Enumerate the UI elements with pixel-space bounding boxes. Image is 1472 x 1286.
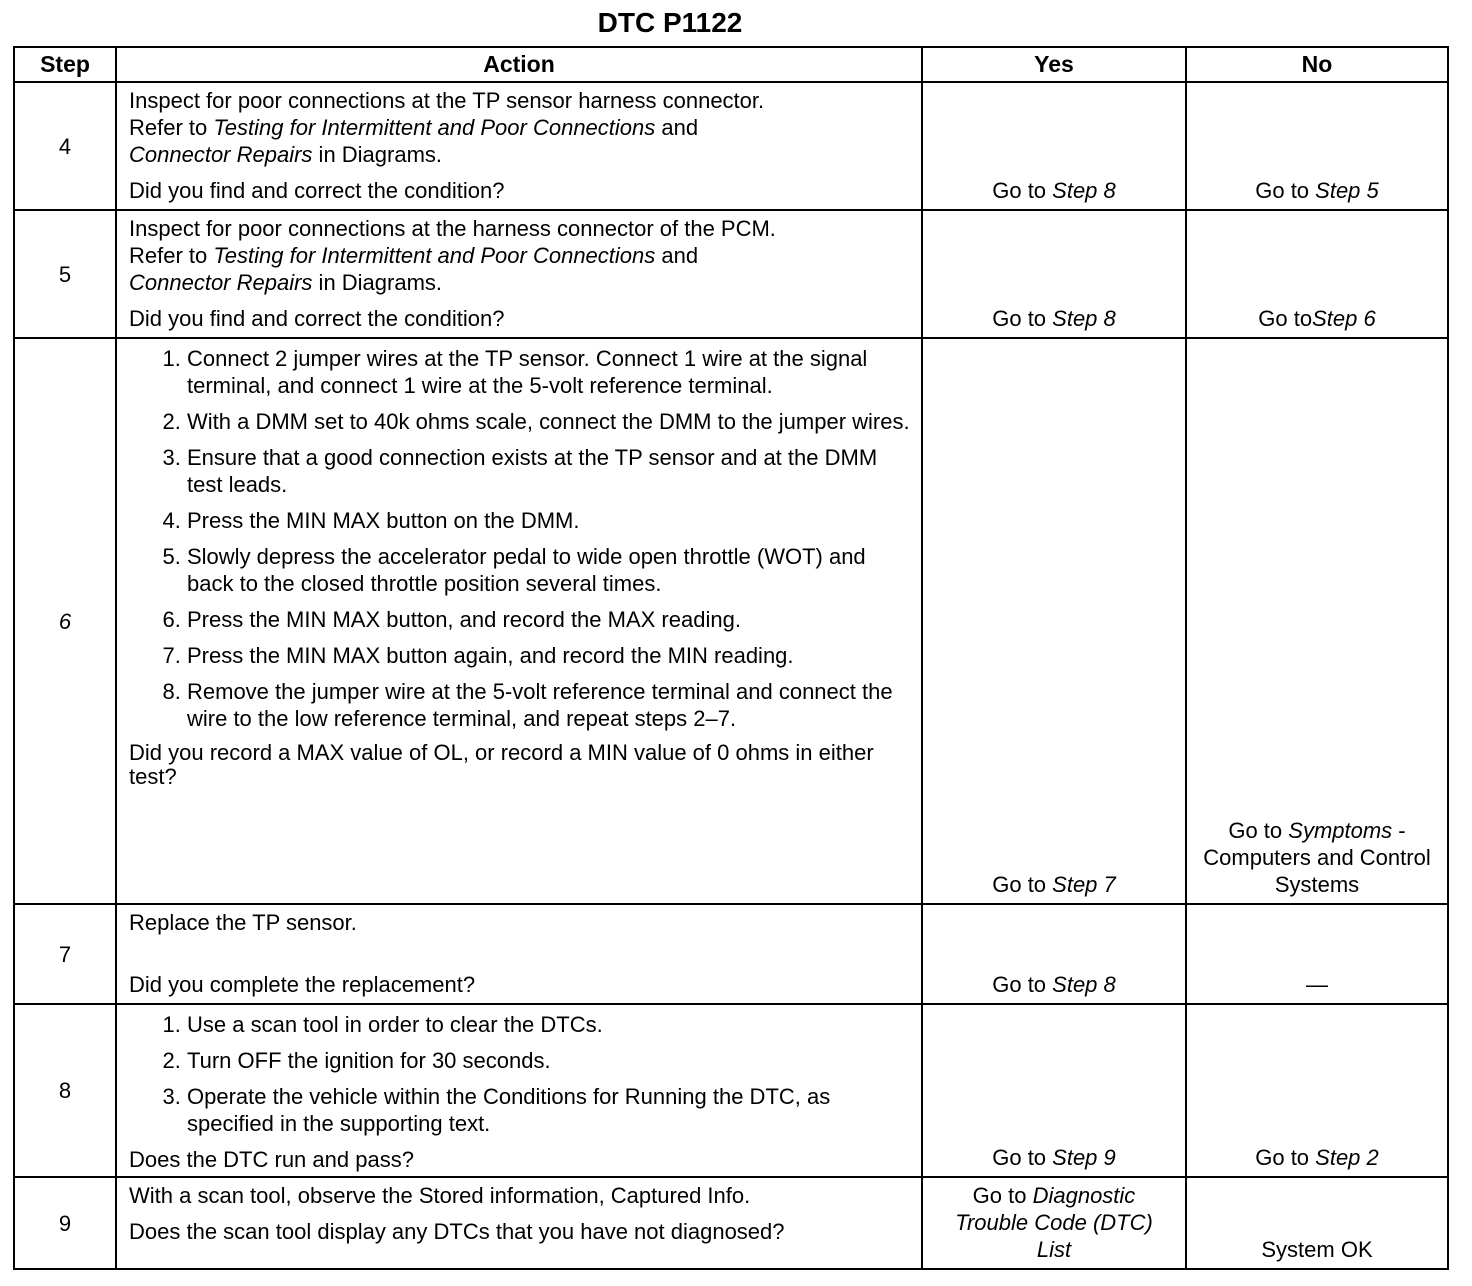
action-cell	[116, 904, 922, 1004]
reference-link: Testing for Intermittent and Poor Connections	[213, 243, 656, 268]
reference-text: Refer to Testing for Intermittent and Poor Connections and	[129, 115, 699, 140]
table-row	[14, 904, 1448, 1004]
action-text: Inspect for poor connections at the harness connector of the PCM.	[129, 216, 776, 241]
reference-link: Connector Repairs	[129, 142, 313, 167]
list-item: 5. Slowly depress the accelerator pedal to wide open throttle (WOT) and back to the closed throttle position several times.	[187, 543, 911, 597]
header-row	[14, 47, 1448, 82]
action-cell	[116, 1177, 922, 1269]
step-number: 9	[14, 1177, 116, 1269]
table-row	[14, 210, 1448, 338]
action-text: With a scan tool, observe the Stored information, Captured Info.	[129, 1183, 751, 1208]
question-text: Did you find and correct the condition?	[129, 306, 505, 331]
list-item: 3. Operate the vehicle within the Conditions for Running the DTC, as specified in the supporting text.	[187, 1083, 911, 1137]
reference-text: Connector Repairs in Diagrams.	[129, 270, 443, 295]
question-text: Does the DTC run and pass?	[129, 1147, 414, 1172]
list-item: 7. Press the MIN MAX button again, and record the MIN reading.	[187, 642, 911, 669]
list-item: 2. Turn OFF the ignition for 30 seconds.	[187, 1047, 911, 1074]
header-action: Action	[116, 47, 922, 82]
list-item: 3. Ensure that a good connection exists at the TP sensor and at the DMM test leads.	[187, 444, 911, 498]
goto-step-link[interactable]: Step 8	[1052, 306, 1116, 331]
list-item: 6. Press the MIN MAX button, and record the MAX reading.	[187, 606, 911, 633]
step-number: 5	[14, 210, 116, 338]
goto-step-link[interactable]: Step 2	[1315, 1145, 1379, 1170]
yes-cell: Go to Step 8	[922, 210, 1186, 338]
action-cell	[116, 210, 922, 338]
reference-text: Refer to Testing for Intermittent and Poor Connections and	[129, 243, 699, 268]
step-number: 6	[14, 338, 116, 904]
list-item: 1. Connect 2 jumper wires at the TP sensor. Connect 1 wire at the signal terminal, and connect 1 wire at the 5-volt reference terminal.	[187, 345, 911, 399]
goto-step-link[interactable]: Step 9	[1052, 1145, 1116, 1170]
diagnostic-table	[13, 46, 1449, 1270]
action-text: Inspect for poor connections at the TP sensor harness connector.	[129, 88, 765, 113]
yes-cell: Go to Step 7	[922, 338, 1186, 904]
reference-link: Testing for Intermittent and Poor Connections	[213, 115, 656, 140]
list-item: 2. With a DMM set to 40k ohms scale, connect the DMM to the jumper wires.	[187, 408, 911, 435]
table-row	[14, 1177, 1448, 1269]
table-row	[14, 1004, 1448, 1177]
question-text: Does the scan tool display any DTCs that you have not diagnosed?	[129, 1219, 785, 1244]
no-cell: Go to Step 5	[1186, 82, 1448, 210]
yes-cell: Go to Step 9	[922, 1004, 1186, 1177]
step-number: 7	[14, 904, 116, 1004]
no-cell: Go to Symptoms - Computers and Control Systems	[1186, 338, 1448, 904]
goto-step-link[interactable]: Step 6	[1312, 306, 1376, 331]
list-item: 1. Use a scan tool in order to clear the DTCs.	[187, 1011, 911, 1038]
reference-link: Connector Repairs	[129, 270, 313, 295]
step-number: 8	[14, 1004, 116, 1177]
no-cell: —	[1186, 904, 1448, 1004]
yes-cell: Go to Step 8	[922, 904, 1186, 1004]
no-cell: Go toStep 6	[1186, 210, 1448, 338]
goto-dtc-list-link[interactable]: Diagnostic Trouble Code (DTC) List	[955, 1183, 1153, 1262]
action-text: Replace the TP sensor.	[129, 910, 357, 935]
header-no: No	[1186, 47, 1448, 82]
no-cell: System OK	[1186, 1177, 1448, 1269]
table-row	[14, 82, 1448, 210]
table-row	[14, 338, 1448, 904]
header-step: Step	[14, 47, 116, 82]
question-text: Did you record a MAX value of OL, or record a MIN value of 0 ohms in either test?	[129, 740, 874, 789]
goto-step-link[interactable]: Step 8	[1052, 972, 1116, 997]
yes-cell: Go to Step 8	[922, 82, 1186, 210]
action-cell	[116, 338, 922, 904]
document-title: DTC P1122	[597, 7, 743, 38]
question-text: Did you find and correct the condition?	[129, 178, 505, 203]
question-text: Did you complete the replacement?	[129, 972, 476, 997]
yes-cell: Go to Diagnostic Trouble Code (DTC) List	[922, 1177, 1186, 1269]
header-yes: Yes	[922, 47, 1186, 82]
no-cell: Go to Step 2	[1186, 1004, 1448, 1177]
list-item: 8. Remove the jumper wire at the 5-volt reference terminal and connect the wire to the low reference terminal, and repeat steps 2–7.	[187, 678, 911, 732]
procedure-list	[129, 1011, 911, 1137]
procedure-list	[129, 345, 911, 732]
goto-step-link[interactable]: Step 7	[1052, 872, 1116, 897]
step-number: 4	[14, 82, 116, 210]
goto-symptoms-link[interactable]: Symptoms	[1288, 818, 1393, 843]
action-cell	[116, 82, 922, 210]
goto-step-link[interactable]: Step 8	[1052, 178, 1116, 203]
reference-text: Connector Repairs in Diagrams.	[129, 142, 443, 167]
action-cell	[116, 1004, 922, 1177]
list-item: 4. Press the MIN MAX button on the DMM.	[187, 507, 911, 534]
goto-step-link[interactable]: Step 5	[1315, 178, 1379, 203]
